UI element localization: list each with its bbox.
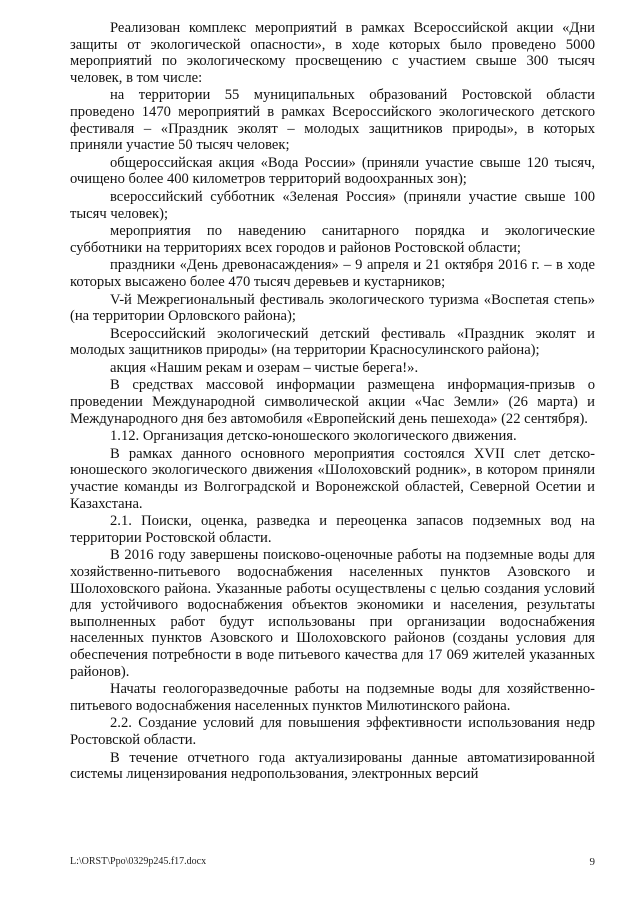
paragraph: всероссийский субботник «Зеленая Россия» (приняли участие свыше 100 тысяч человек); — [70, 188, 595, 222]
paragraph: В течение отчетного года актуализированы данные автоматизированной системы лицензирования недропользования, электронных версий — [70, 749, 595, 783]
paragraph: В средствах массовой информации размещена информация-призыв о проведении Международной символической акции «Час Земли» (26 марта) и Международного дня без автомобиля «Европейский день пешехода» (22 сентября). — [70, 377, 595, 427]
page-number: 9 — [589, 856, 595, 868]
section-heading: 2.1. Поиски, оценка, разведка и переоценка запасов подземных вод на территории Ростовской области. — [70, 513, 595, 546]
paragraph: общероссийская акция «Вода России» (приняли участие свыше 120 тысяч, очищено более 400 километров территорий водоохранных зон); — [70, 154, 595, 188]
paragraph: Начаты геологоразведочные работы на подземные воды для хозяйственно-питьевого водоснабжения населенных пунктов Милютинского района. — [70, 681, 595, 714]
paragraph: V-й Межрегиональный фестиваль экологического туризма «Воспетая степь» (на территории Орловского района); — [70, 291, 595, 325]
paragraph: Всероссийский экологический детский фестиваль «Праздник эколят и молодых защитников природы» (на территории Красносулинского района); — [70, 325, 595, 359]
paragraph: акция «Нашим рекам и озерам – чистые берега!». — [110, 359, 419, 376]
file-path: L:\ORST\Ppo\0329p245.f17.docx — [70, 856, 207, 867]
paragraph: В рамках данного основного мероприятия состоялся XVII слет детско-юношеского экологического движения «Шолоховский родник», в котором приняли участие команды из Волгоградской и Воронежской областей, Северной Осетии и Казахстана. — [70, 445, 595, 512]
paragraph: праздники «День древонасаждения» – 9 апреля и 21 октября 2016 г. – в ходе которых высажено более 470 тысяч деревьев и кустарников; — [70, 257, 595, 290]
paragraph: мероприятия по наведению санитарного порядка и экологические субботники на территориях всех городов и районов Ростовской области; — [70, 223, 595, 256]
paragraph: на территории 55 муниципальных образований Ростовской области проведено 1470 мероприятий в рамках Всероссийского экологического детского фестиваля – «Праздник эколят – молодых защитников природы», в которых приняли участие 50 тысяч человек; — [70, 87, 595, 154]
section-heading: 1.12. Организация детско-юношеского экологического движения. — [110, 428, 517, 445]
paragraph: Реализован комплекс мероприятий в рамках Всероссийской акции «Дни защиты от экологической опасности», в ходе которых было проведено 5000 мероприятий по экологическому просвещению с участием свыше 300 тысяч человек, в том числе: — [70, 20, 595, 86]
paragraph: В 2016 году завершены поисково-оценочные работы на подземные воды для хозяйственно-питьевого водоснабжения населенных пунктов Азовского и Шолоховского района. Указанные работы осуществлены с целью создания условий для устойчивого водоснабжения объектов экономики и населения, результаты выполненных работ будут использованы при организации водоснабжения населенных пунктов Азовского и Шолоховского районов (созданы условия для обеспечения потребности в воде питьевого качества для 17 069 жителей указанных районов). — [70, 547, 595, 680]
section-heading: 2.2. Создание условий для повышения эффективности использования недр Ростовской области. — [70, 715, 595, 748]
document-body — [70, 20, 595, 784]
